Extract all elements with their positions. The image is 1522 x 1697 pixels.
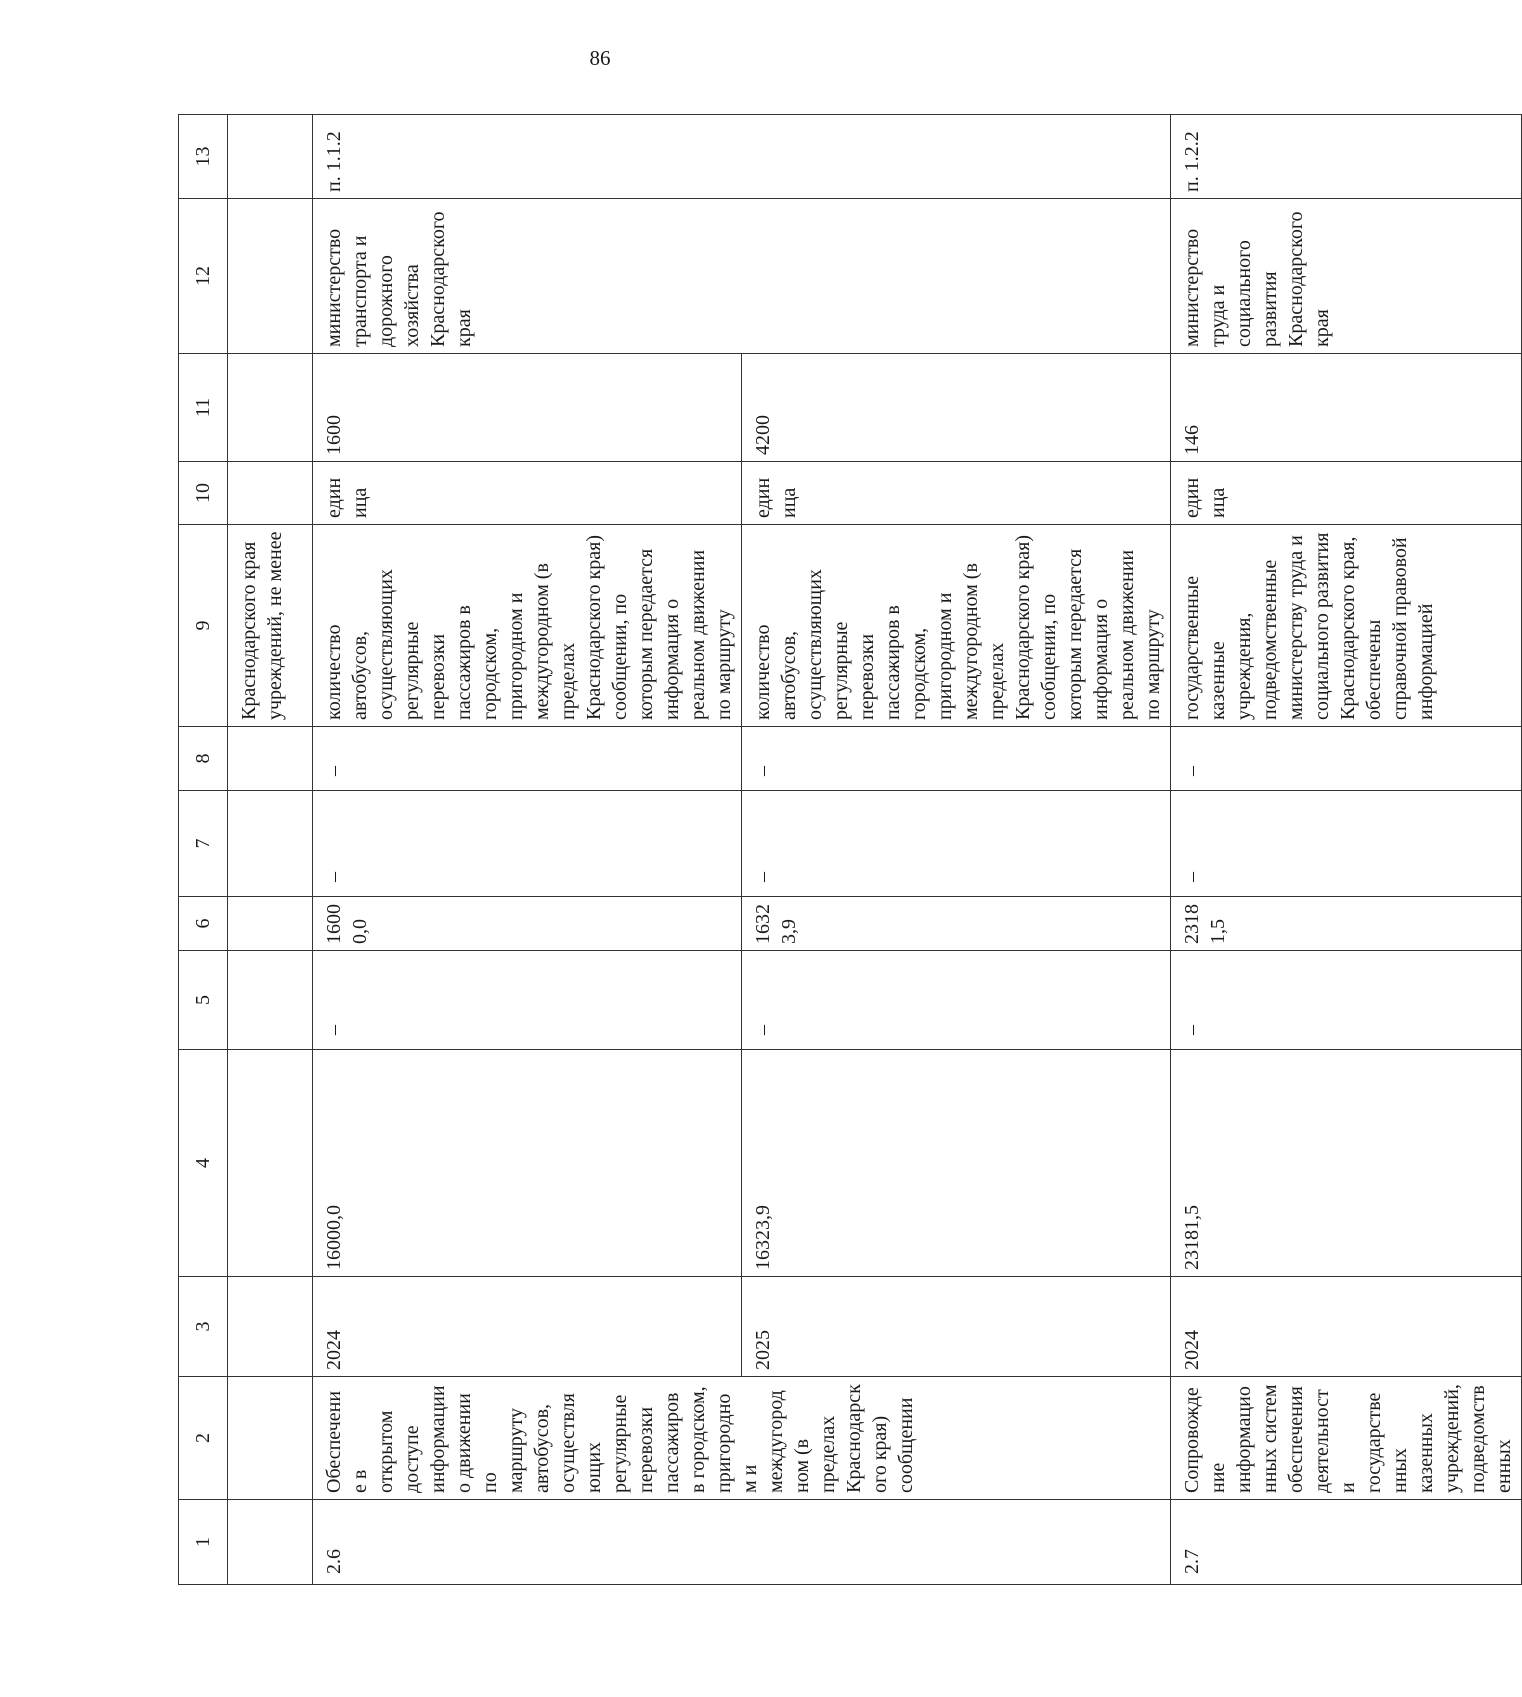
- table-row-2-7: [1171, 115, 1522, 1585]
- table-cell: [228, 727, 313, 791]
- header-cell: 2: [179, 1377, 228, 1500]
- col7-cell: –: [742, 791, 1171, 897]
- table-cell: [228, 1377, 313, 1500]
- header-cell: 11: [179, 354, 228, 462]
- header-cell: 3: [179, 1277, 228, 1377]
- header-cell: 12: [179, 199, 228, 354]
- reference-cell: п. 1.1.2: [313, 115, 1171, 199]
- row-number: 2.6: [313, 1500, 1171, 1585]
- header-cell: 4: [179, 1050, 228, 1277]
- col5-cell: –: [1171, 951, 1522, 1050]
- indicator-cell: количество автобусов, осуществляющих регулярные перевозки пассажиров в городском, пригородном и междугородном (в пределах Краснодарского края) сообщении, по которым передается информация о реальном движении по маршруту: [742, 525, 1171, 727]
- table-cell: [228, 1050, 313, 1277]
- page-number: 86: [589, 46, 611, 70]
- header-cell: 5: [179, 951, 228, 1050]
- indicator-cell: количество автобусов, осуществляющих регулярные перевозки пассажиров в городском, пригородном и междугородном (в пределах Краснодарского края) сообщении, по которым передается информация о реальном движении по маршруту: [313, 525, 742, 727]
- col6-cell: 23181,5: [1171, 897, 1522, 951]
- header-row: [179, 115, 228, 1585]
- total-cell: 16323,9: [742, 1050, 1171, 1277]
- header-cell: 1: [179, 1500, 228, 1585]
- col5-cell: –: [742, 951, 1171, 1050]
- col7-cell: –: [313, 791, 742, 897]
- value-cell: 146: [1171, 354, 1522, 462]
- col8-cell: –: [313, 727, 742, 791]
- reference-cell: п. 1.2.2: [1171, 115, 1522, 199]
- header-cell: 7: [179, 791, 228, 897]
- executor-cell: министерство транспорта и дорожного хозяйства Краснодарского края: [313, 199, 1171, 354]
- executor-cell: министерство труда и социального развития Краснодарского края: [1171, 199, 1522, 354]
- year-cell: 2024: [313, 1277, 742, 1377]
- table-cell: [228, 199, 313, 354]
- table-cell: [228, 1500, 313, 1585]
- table-cell: [228, 1277, 313, 1377]
- table-cell: [228, 897, 313, 951]
- continuation-text: Краснодарского края учреждений, не менее: [228, 525, 313, 727]
- unit-cell: единица: [1171, 462, 1522, 525]
- header-cell: 13: [179, 115, 228, 199]
- header-cell: 6: [179, 897, 228, 951]
- continuation-row: [228, 115, 313, 1585]
- rotated-table-container: [178, 115, 1515, 1585]
- total-cell: 16000,0: [313, 1050, 742, 1277]
- unit-cell: единица: [313, 462, 742, 525]
- total-cell: 23181,5: [1171, 1050, 1522, 1277]
- col6-cell: 16000,0: [313, 897, 742, 951]
- value-cell: 1600: [313, 354, 742, 462]
- indicator-cell: государственные казенные учреждения, подведомственные министерству труда и социального развития Краснодарского края, обеспечены справочной правовой информацией: [1171, 525, 1522, 727]
- col8-cell: –: [1171, 727, 1522, 791]
- row-number: 2.7: [1171, 1500, 1522, 1585]
- table-cell: [228, 354, 313, 462]
- table-cell: [228, 462, 313, 525]
- col5-cell: –: [313, 951, 742, 1050]
- table-cell: [228, 791, 313, 897]
- col6-cell: 16323,9: [742, 897, 1171, 951]
- measure-name: Обеспечение в открытом доступе информации о движении по маршруту автобусов, осуществляющих регулярные перевозки пассажиров в городском, пригородном и междугородном (в пределах Краснодарского края) сообщении: [313, 1377, 1171, 1500]
- header-cell: 9: [179, 525, 228, 727]
- value-cell: 4200: [742, 354, 1171, 462]
- col8-cell: –: [742, 727, 1171, 791]
- measure-name: Сопровождение информационных систем обеспечения деятельности государственных казенных учреждений, подведомственных: [1171, 1377, 1522, 1500]
- table-cell: [228, 951, 313, 1050]
- program-table: [178, 114, 1522, 1585]
- unit-cell: единица: [742, 462, 1171, 525]
- table-cell: [228, 115, 313, 199]
- header-cell: 10: [179, 462, 228, 525]
- year-cell: 2025: [742, 1277, 1171, 1377]
- col7-cell: –: [1171, 791, 1522, 897]
- table-row-2-6-2024: [313, 115, 742, 1585]
- header-cell: 8: [179, 727, 228, 791]
- year-cell: 2024: [1171, 1277, 1522, 1377]
